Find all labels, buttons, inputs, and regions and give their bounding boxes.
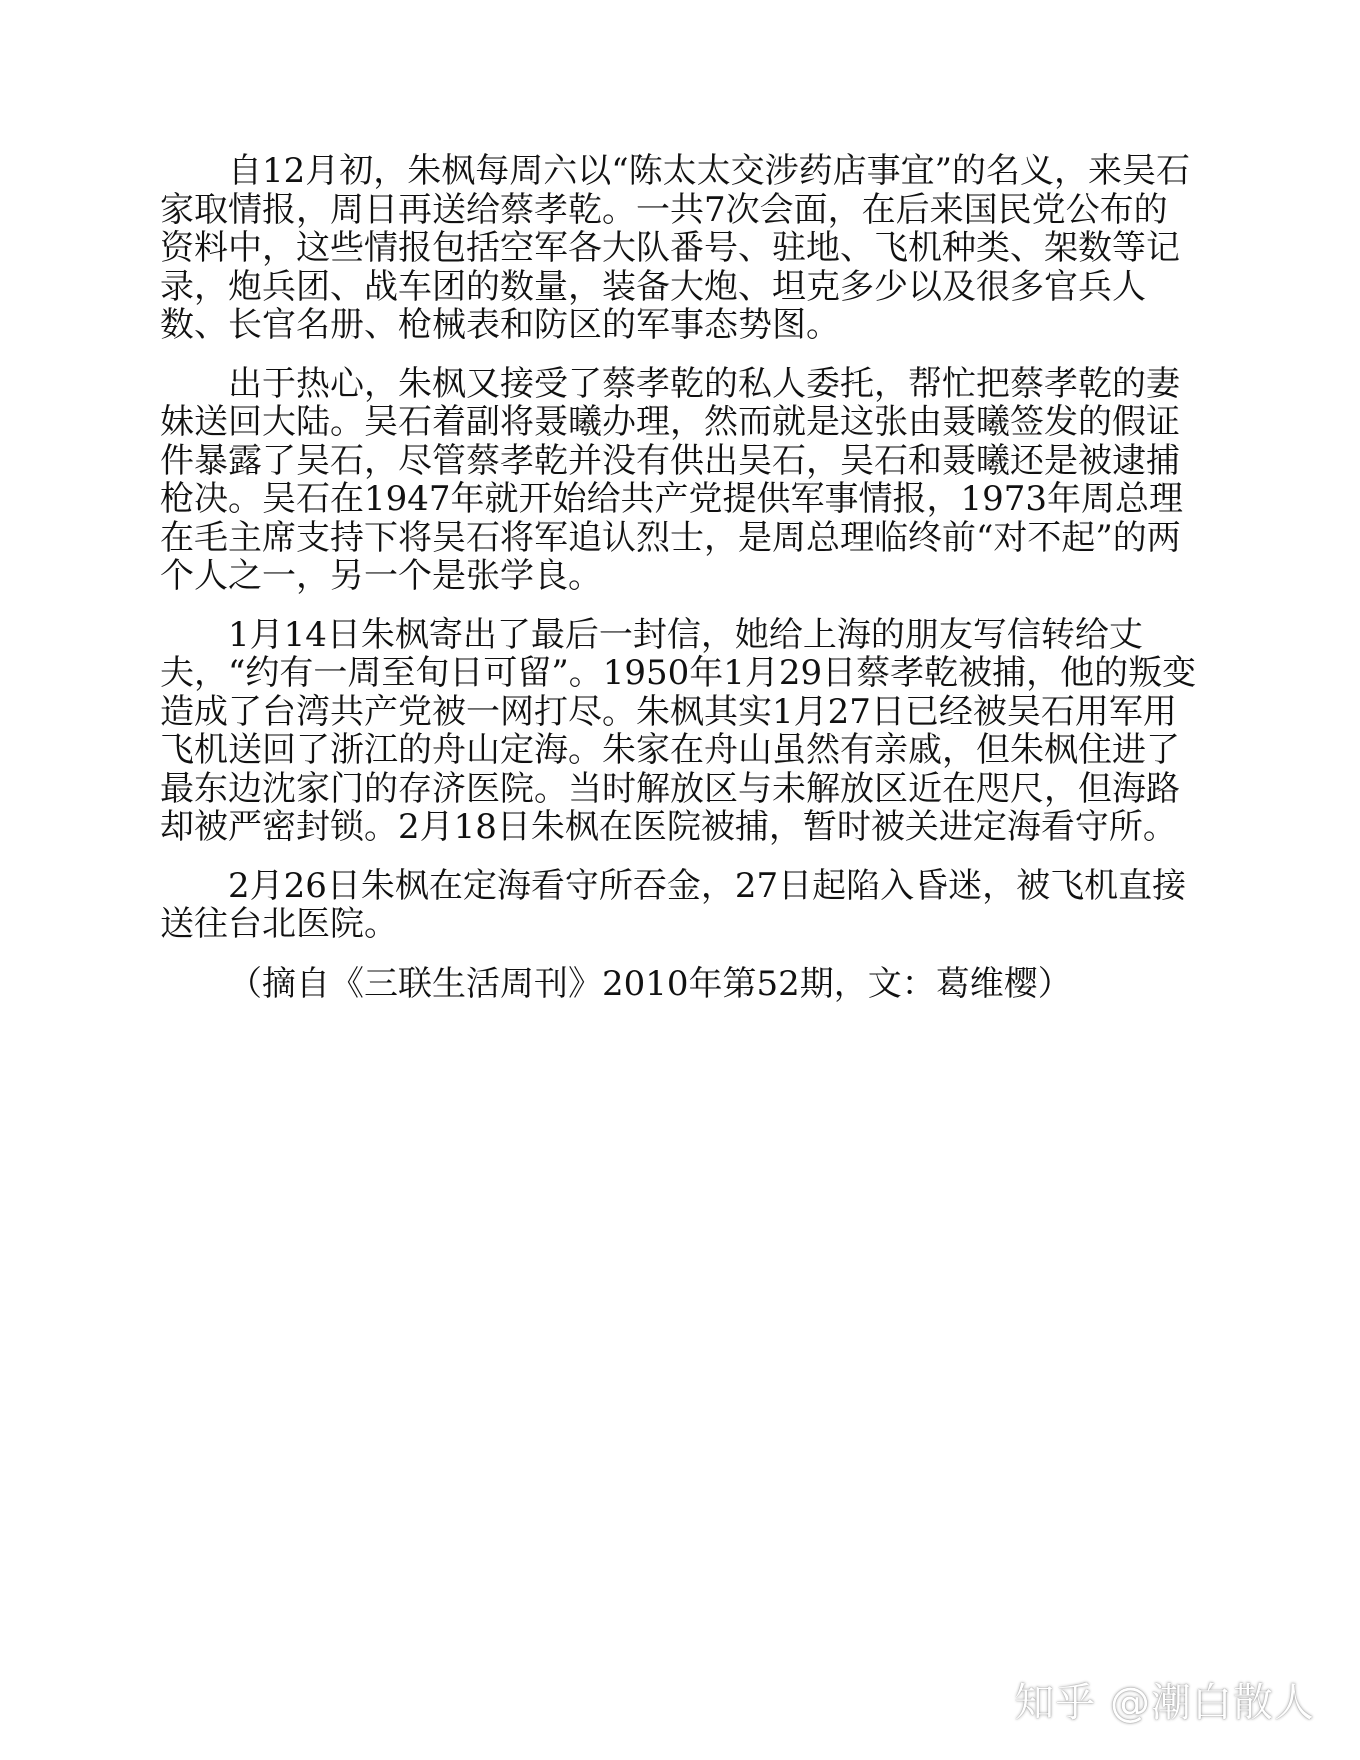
paragraph-4: 2月26日朱枫在定海看守所吞金，27日起陷入昏迷，被飞机直接送往台北医院。	[160, 865, 1187, 944]
source-citation: （摘自《三联生活周刊》2010年第52期，文：葛维樱）	[228, 963, 1072, 1004]
paragraph-2: 出于热心，朱枫又接受了蔡孝乾的私人委托，帮忙把蔡孝乾的妻妹送回大陆。吴石着副将聂曦办理，然而就是这张由聂曦签发的假证件暴露了吴石，尽管蔡孝乾并没有供出吴石，吴石和聂曦还是被逮捕枪决。吴石在1947年就开始给共产党提供军事情报，1973年周总理在毛主席支持下将吴石将军追认烈士，是周总理临终前“对不起”的两个人之一，另一个是张学良。	[160, 363, 1184, 596]
document-page	[160, 152, 1200, 1004]
zhihu-watermark: 知乎 @潮白散人	[1014, 1680, 1315, 1726]
paragraph-1: 自12月初，朱枫每周六以“陈太太交涉药店事宜”的名义，来吴石家取情报，周日再送给蔡孝乾。一共7次会面，在后来国民党公布的资料中，这些情报包括空军各大队番号、驻地、飞机种类、架数等记录，炮兵团、战车团的数量，装备大炮、坦克多少以及很多官兵人数、长官名册、枪械表和防区的军事态势图。	[160, 151, 1191, 345]
paragraph-3: 1月14日朱枫寄出了最后一封信，她给上海的朋友写信转给丈夫，“约有一周至旬日可留”。1950年1月29日蔡孝乾被捕，他的叛变造成了台湾共产党被一网打尽。朱枫其实1月27日已经被吴石用军用飞机送回了浙江的舟山定海。朱家在舟山虽然有亲戚，但朱枫住进了最东边沈家门的存济医院。当时解放区与未解放区近在咫尺，但海路却被严密封锁。2月18日朱枫在医院被捕，暂时被关进定海看守所。	[160, 614, 1197, 847]
